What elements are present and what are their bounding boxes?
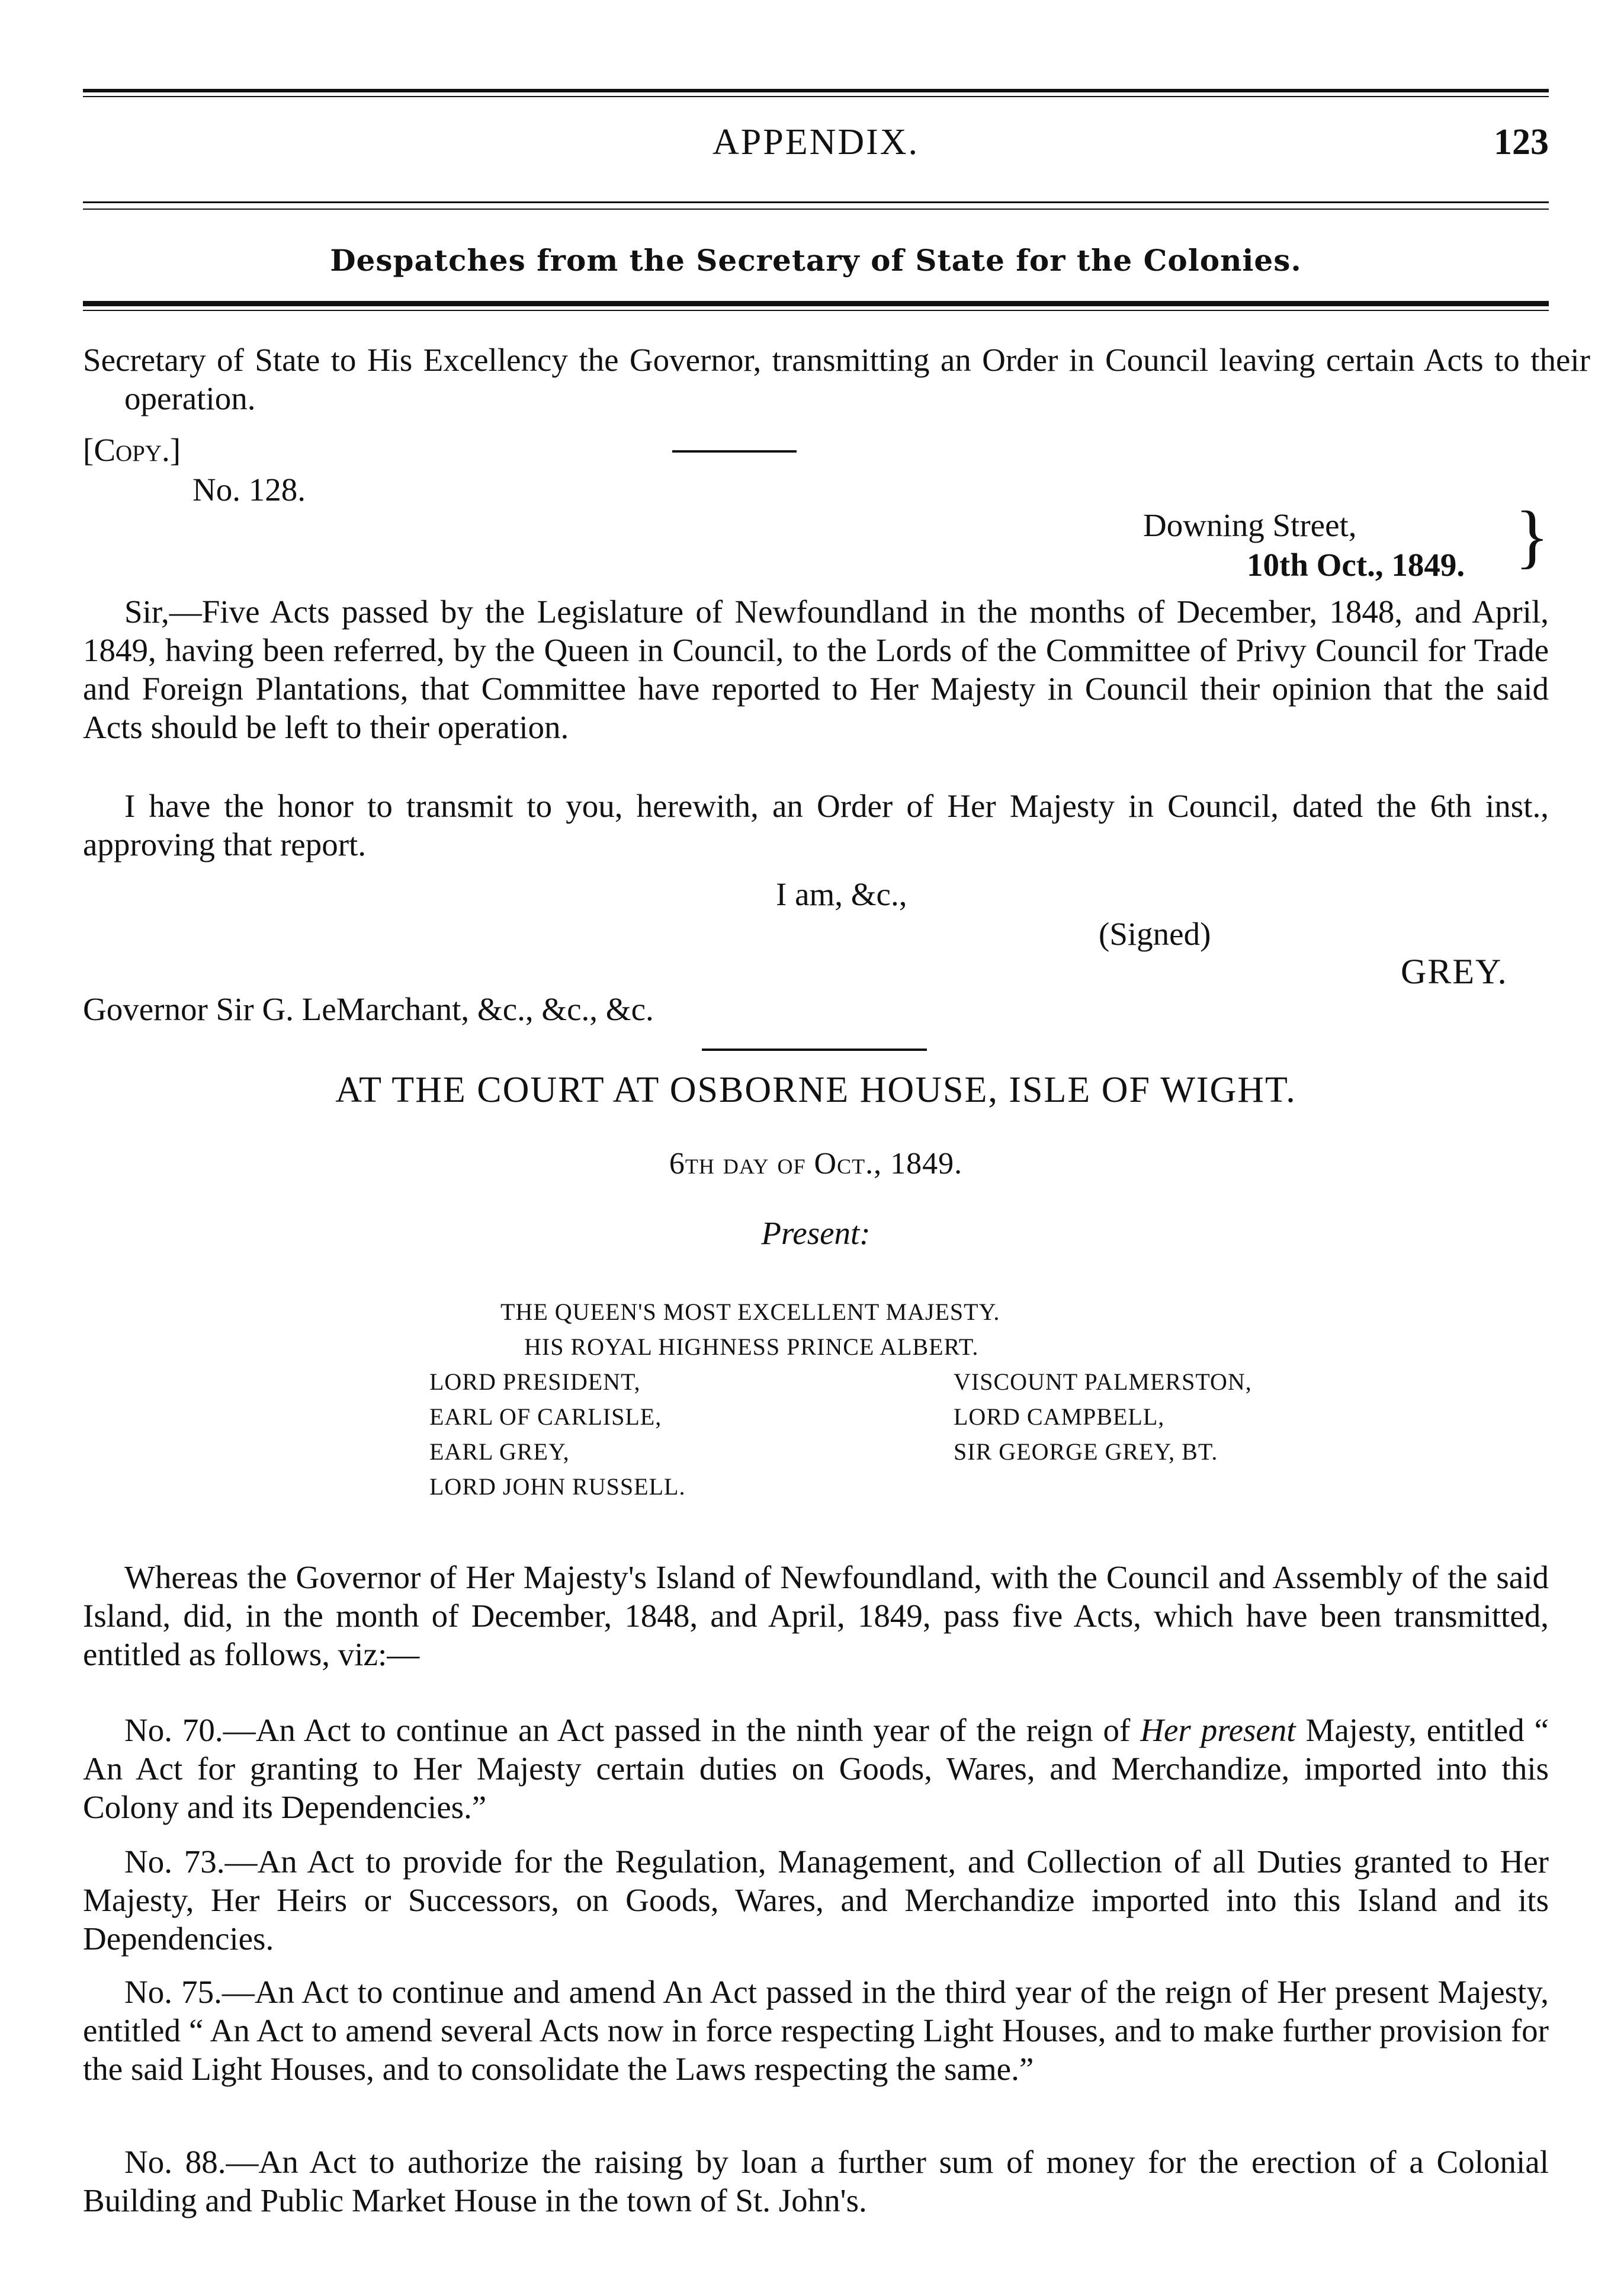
- header-title: APPENDIX.: [712, 122, 920, 162]
- top-rule: [83, 89, 1549, 92]
- act-no-70-text-end: Majesty, entitled “ An Act for granting to Her Majesty certain duties on Goods, Wares, and Merchandize, imported into this Colony and its Dependencies.”: [83, 1712, 1549, 1825]
- despatch-paragraph-1: Sir,—Five Acts passed by the Legislature of Newfoundland in the months of December, 1848, and April, 1849, having been referred, by the Queen in Council, to the Lords of the Committee of Privy Council for Trade and Foreign Plantations, that Committee have reported to Her Majesty in Council their opinion that the said Acts should be left to their operation.: [83, 594, 1549, 745]
- act-no-73: No. 73.—An Act to provide for the Regulation, Management, and Collection of all Duties granted to Her Majesty, Her Heirs or Successors, on Goods, Wares, and Merchandize imported into this Island and its Dependencies.: [83, 1843, 1549, 1957]
- signature: GREY.: [1401, 952, 1508, 991]
- signed-label: (Signed): [1099, 916, 1211, 952]
- present-right-1: VISCOUNT PALMERSTON,: [954, 1368, 1252, 1395]
- subheading-rule-thin: [83, 310, 1549, 311]
- closing-line: I am, &c.,: [776, 876, 907, 912]
- present-right-3: SIR GEORGE GREY, BT.: [954, 1438, 1218, 1465]
- subheading-rule: [83, 301, 1549, 306]
- order-date: 6th day of Oct., 1849.: [669, 1147, 963, 1181]
- act-no-88: No. 88.—An Act to authorize the raising by loan a further sum of money for the erection of a Colonial Building and Public Market House in the town of St. John's.: [83, 2144, 1549, 2218]
- header-rule-thin: [83, 209, 1549, 210]
- page-number: 123: [1494, 122, 1549, 162]
- act-no-75: No. 75.—An Act to continue and amend An Act passed in the third year of the reign of Her present Majesty, entitled “ An Act to amend several Acts now in force respecting Light Houses, and to make further provision for the said Light Houses, and to consolidate the Laws respecting the same.”: [83, 1974, 1549, 2087]
- act-no-70-text: No. 70.—An Act to continue an Act passed in the ninth year of the reign of: [124, 1712, 1141, 1748]
- section-subheading: Despatches from the Secretary of State for the Colonies.: [330, 243, 1302, 278]
- present-label: Present:: [761, 1215, 871, 1251]
- top-rule-thin: [83, 96, 1549, 97]
- whereas-paragraph: Whereas the Governor of Her Majesty's Island of Newfoundland, with the Council and Assembly of the said Island, did, in the month of December, 1848, and April, 1849, pass five Acts, which have been transmitted, entitled as follows, viz:—: [83, 1559, 1549, 1672]
- despatch-paragraph-2: I have the honor to transmit to you, herewith, an Order of Her Majesty in Council, dated the 6th inst., approving that report.: [83, 788, 1549, 863]
- despatch-heading: Secretary of State to His Excellency the Governor, transmitting an Order in Council leaving certain Acts to their operation.: [83, 342, 1590, 416]
- despatch-number: No. 128.: [192, 472, 306, 508]
- present-left-1: LORD PRESIDENT,: [429, 1368, 641, 1395]
- copy-mark: [Copy.]: [83, 432, 181, 468]
- present-full-1: THE QUEEN'S MOST EXCELLENT MAJESTY.: [500, 1299, 1000, 1325]
- addressee: Governor Sir G. LeMarchant, &c., &c., &c.: [83, 991, 654, 1027]
- running-header: [83, 121, 1549, 175]
- present-left-3: EARL GREY,: [429, 1438, 570, 1465]
- header-rule: [83, 201, 1549, 203]
- despatch-place: Downing Street,: [1143, 507, 1357, 543]
- present-left-4: LORD JOHN RUSSELL.: [429, 1473, 686, 1500]
- present-full-2: HIS ROYAL HIGHNESS PRINCE ALBERT.: [524, 1333, 979, 1360]
- present-right-2: LORD CAMPBELL,: [954, 1403, 1165, 1430]
- present-left-2: EARL OF CARLISLE,: [429, 1403, 662, 1430]
- brace-mark: }: [1515, 496, 1549, 575]
- despatch-date: 10th Oct., 1849.: [1247, 547, 1465, 583]
- act-no-70-emphasis: Her present: [1140, 1712, 1296, 1748]
- copy-rule: [672, 450, 797, 453]
- section-divider: [702, 1049, 927, 1051]
- court-heading: AT THE COURT AT OSBORNE HOUSE, ISLE OF WIGHT.: [335, 1070, 1296, 1110]
- act-no-70: [83, 1711, 1549, 1826]
